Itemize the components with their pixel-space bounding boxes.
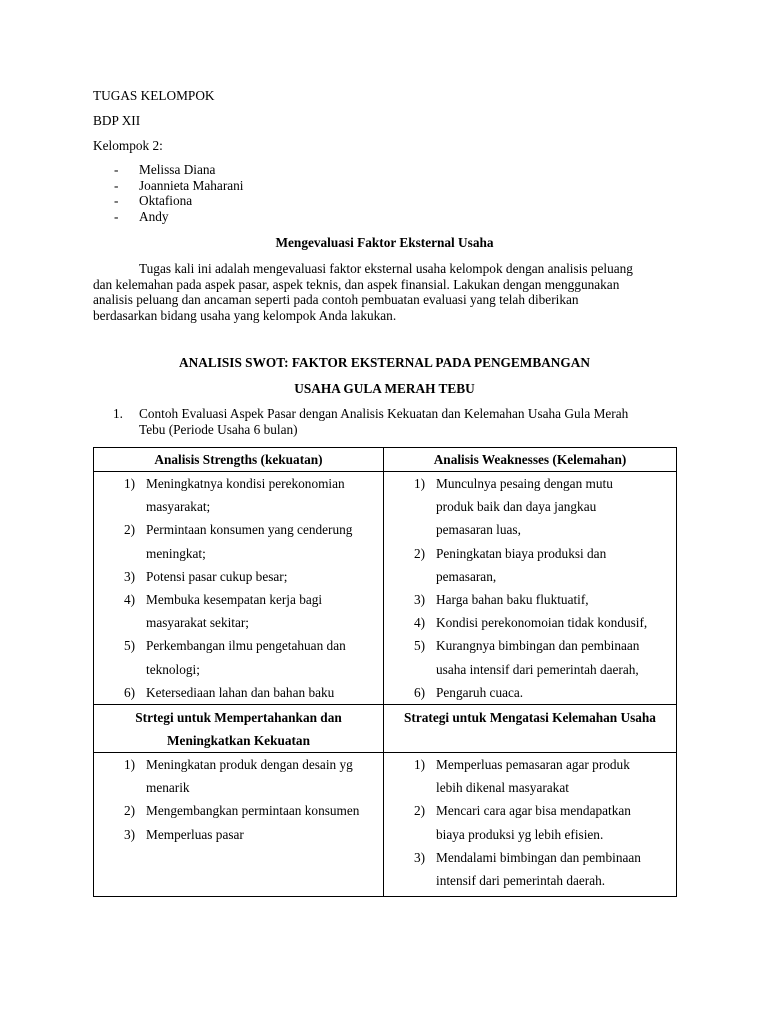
item-text: Perkembangan ilmu pengetahuan dan: [146, 638, 346, 654]
item-text: Munculnya pesaing dengan mutu: [436, 476, 613, 491]
intro-line: analisis peluang dan ancaman seperti pada contoh pembuatan evaluasi yang telah diberikan: [93, 292, 579, 307]
swot-title-line2: USAHA GULA MERAH TEBU: [294, 381, 475, 396]
swot-table: [93, 447, 677, 897]
item-number: 2): [414, 545, 426, 561]
list-item: [384, 472, 676, 542]
list-item: [384, 799, 676, 845]
table-row: [94, 705, 677, 753]
list-dash: -: [114, 193, 119, 209]
list-item: [384, 846, 676, 892]
list-number: 1.: [113, 406, 123, 421]
list-item: [384, 611, 676, 634]
list-item: [94, 565, 383, 588]
item-number: 2): [414, 803, 426, 819]
item-text: Kondisi perekonomoian tidak kondusif,: [436, 615, 648, 631]
item-text: Memperluas pasar: [146, 826, 244, 842]
list-item: [94, 588, 383, 634]
item-number: 1): [124, 476, 136, 491]
strategy-weaknesses-header: [384, 705, 677, 753]
item-text: Membuka kesempatan kerja bagi: [146, 592, 323, 608]
item-number: 4): [124, 592, 136, 608]
swot-title-line1: ANALISIS SWOT: FAKTOR EKSTERNAL PADA PENGEMBANGAN: [179, 355, 590, 370]
item-text: Memperluas pemasaran agar produk: [436, 757, 630, 773]
member-name: Joannieta Maharani: [139, 177, 244, 193]
item-number: 1): [414, 757, 426, 773]
header-line: Strategi untuk Mengatasi Kelemahan Usaha: [404, 710, 656, 726]
header-line: Strtegi untuk Mempertahankan dan: [135, 710, 342, 726]
item-number: 2): [124, 522, 136, 538]
item-text: meningkat;: [146, 545, 206, 561]
item-text: Meningkatnya kondisi perekonomian: [146, 476, 345, 491]
item-number: 4): [414, 615, 426, 631]
strategy-weaknesses-cell: [384, 753, 677, 897]
item-text: Potensi pasar cukup besar;: [146, 568, 288, 584]
item-number: 2): [124, 803, 136, 819]
item-text: masyarakat sekitar;: [146, 615, 250, 631]
item-text: Ketersediaan lahan dan bahan baku: [146, 684, 335, 700]
intro-line: berdasarkan bidang usaha yang kelompok Anda lakukan.: [93, 307, 397, 323]
weaknesses-cell: [384, 472, 677, 705]
table-row: [94, 753, 677, 897]
task-label: TUGAS KELOMPOK: [93, 88, 215, 103]
item-text: usaha intensif dari pemerintah daerah,: [436, 661, 639, 677]
strategy-strengths-cell: [94, 753, 384, 897]
item-text: Permintaan konsumen yang cenderung: [146, 522, 353, 538]
item-text: Meningkatan produk dengan desain yg: [146, 757, 353, 773]
item-number: 3): [124, 568, 136, 584]
list-item: [94, 472, 383, 518]
item-text: Kurangnya bimbingan dan pembinaan: [436, 638, 640, 654]
strengths-header: Analisis Strengths (kekuatan): [94, 448, 384, 472]
item-number: 5): [124, 638, 136, 654]
item-text: biaya produksi yg lebih efisien.: [436, 826, 604, 842]
list-text-line1: Contoh Evaluasi Aspek Pasar dengan Analisis Kekuatan dan Kelemahan Usaha Gula Merah: [139, 406, 629, 421]
member-name: Andy: [139, 209, 169, 225]
item-text: Mengembangkan permintaan konsumen: [146, 803, 360, 819]
item-text: teknologi;: [146, 661, 200, 677]
item-text: pemasaran luas,: [436, 522, 521, 538]
item-number: 1): [124, 757, 136, 773]
item-text: Mendalami bimbingan dan pembinaan: [436, 849, 641, 865]
table-row: [94, 448, 677, 472]
list-item: [94, 634, 383, 680]
section-title: Mengevaluasi Faktor Eksternal Usaha: [275, 235, 494, 250]
member-name: Oktafiona: [139, 193, 193, 209]
strategy-strengths-header: [94, 705, 384, 753]
group-label: Kelompok 2:: [93, 138, 163, 153]
strengths-cell: [94, 472, 384, 705]
item-text: Mencari cara agar bisa mendapatkan: [436, 803, 631, 819]
intro-line: dan kelemahan pada aspek pasar, aspek teknis, dan aspek finansial. Lakukan dengan menggunakan: [93, 276, 620, 292]
item-number: 3): [414, 592, 426, 608]
list-item: [94, 753, 383, 799]
course-label: BDP XII: [93, 113, 141, 128]
list-item: [384, 634, 676, 680]
item-text: produk baik dan daya jangkau: [436, 499, 597, 515]
list-item: [94, 823, 383, 846]
item-number: 6): [124, 684, 136, 700]
item-text: pemasaran,: [436, 568, 497, 584]
list-item: [384, 542, 676, 588]
list-item: [384, 588, 676, 611]
weaknesses-header: Analisis Weaknesses (Kelemahan): [384, 448, 677, 472]
list-item: [384, 681, 676, 704]
list-dash: -: [114, 209, 119, 225]
list-item: [94, 799, 383, 822]
item-text: intensif dari pemerintah daerah.: [436, 873, 606, 889]
member-name: Melissa Diana: [139, 162, 216, 177]
header-line: Meningkatkan Kekuatan: [167, 733, 310, 749]
item-number: 1): [414, 476, 426, 491]
item-number: 5): [414, 638, 426, 654]
item-text: Harga bahan baku fluktuatif,: [436, 592, 589, 608]
intro-paragraph: [93, 261, 683, 323]
list-item: [94, 518, 383, 564]
table-row: [94, 472, 677, 705]
item-number: 3): [414, 849, 426, 865]
item-number: 3): [124, 826, 136, 842]
list-dash: -: [114, 162, 119, 177]
item-text: Pengaruh cuaca.: [436, 684, 524, 700]
cell-spacer: [384, 892, 676, 896]
list-item: [94, 681, 383, 704]
item-text: lebih dikenal masyarakat: [436, 780, 569, 796]
list-item: [384, 753, 676, 799]
item-text: menarik: [146, 780, 190, 796]
item-text: masyarakat;: [146, 499, 211, 515]
item-number: 6): [414, 684, 426, 700]
list-text-line2: Tebu (Periode Usaha 6 bulan): [139, 421, 298, 437]
list-dash: -: [114, 177, 119, 193]
item-text: Peningkatan biaya produksi dan: [436, 545, 607, 561]
intro-line: Tugas kali ini adalah mengevaluasi faktor eksternal usaha kelompok dengan analisis peluang: [139, 261, 633, 276]
